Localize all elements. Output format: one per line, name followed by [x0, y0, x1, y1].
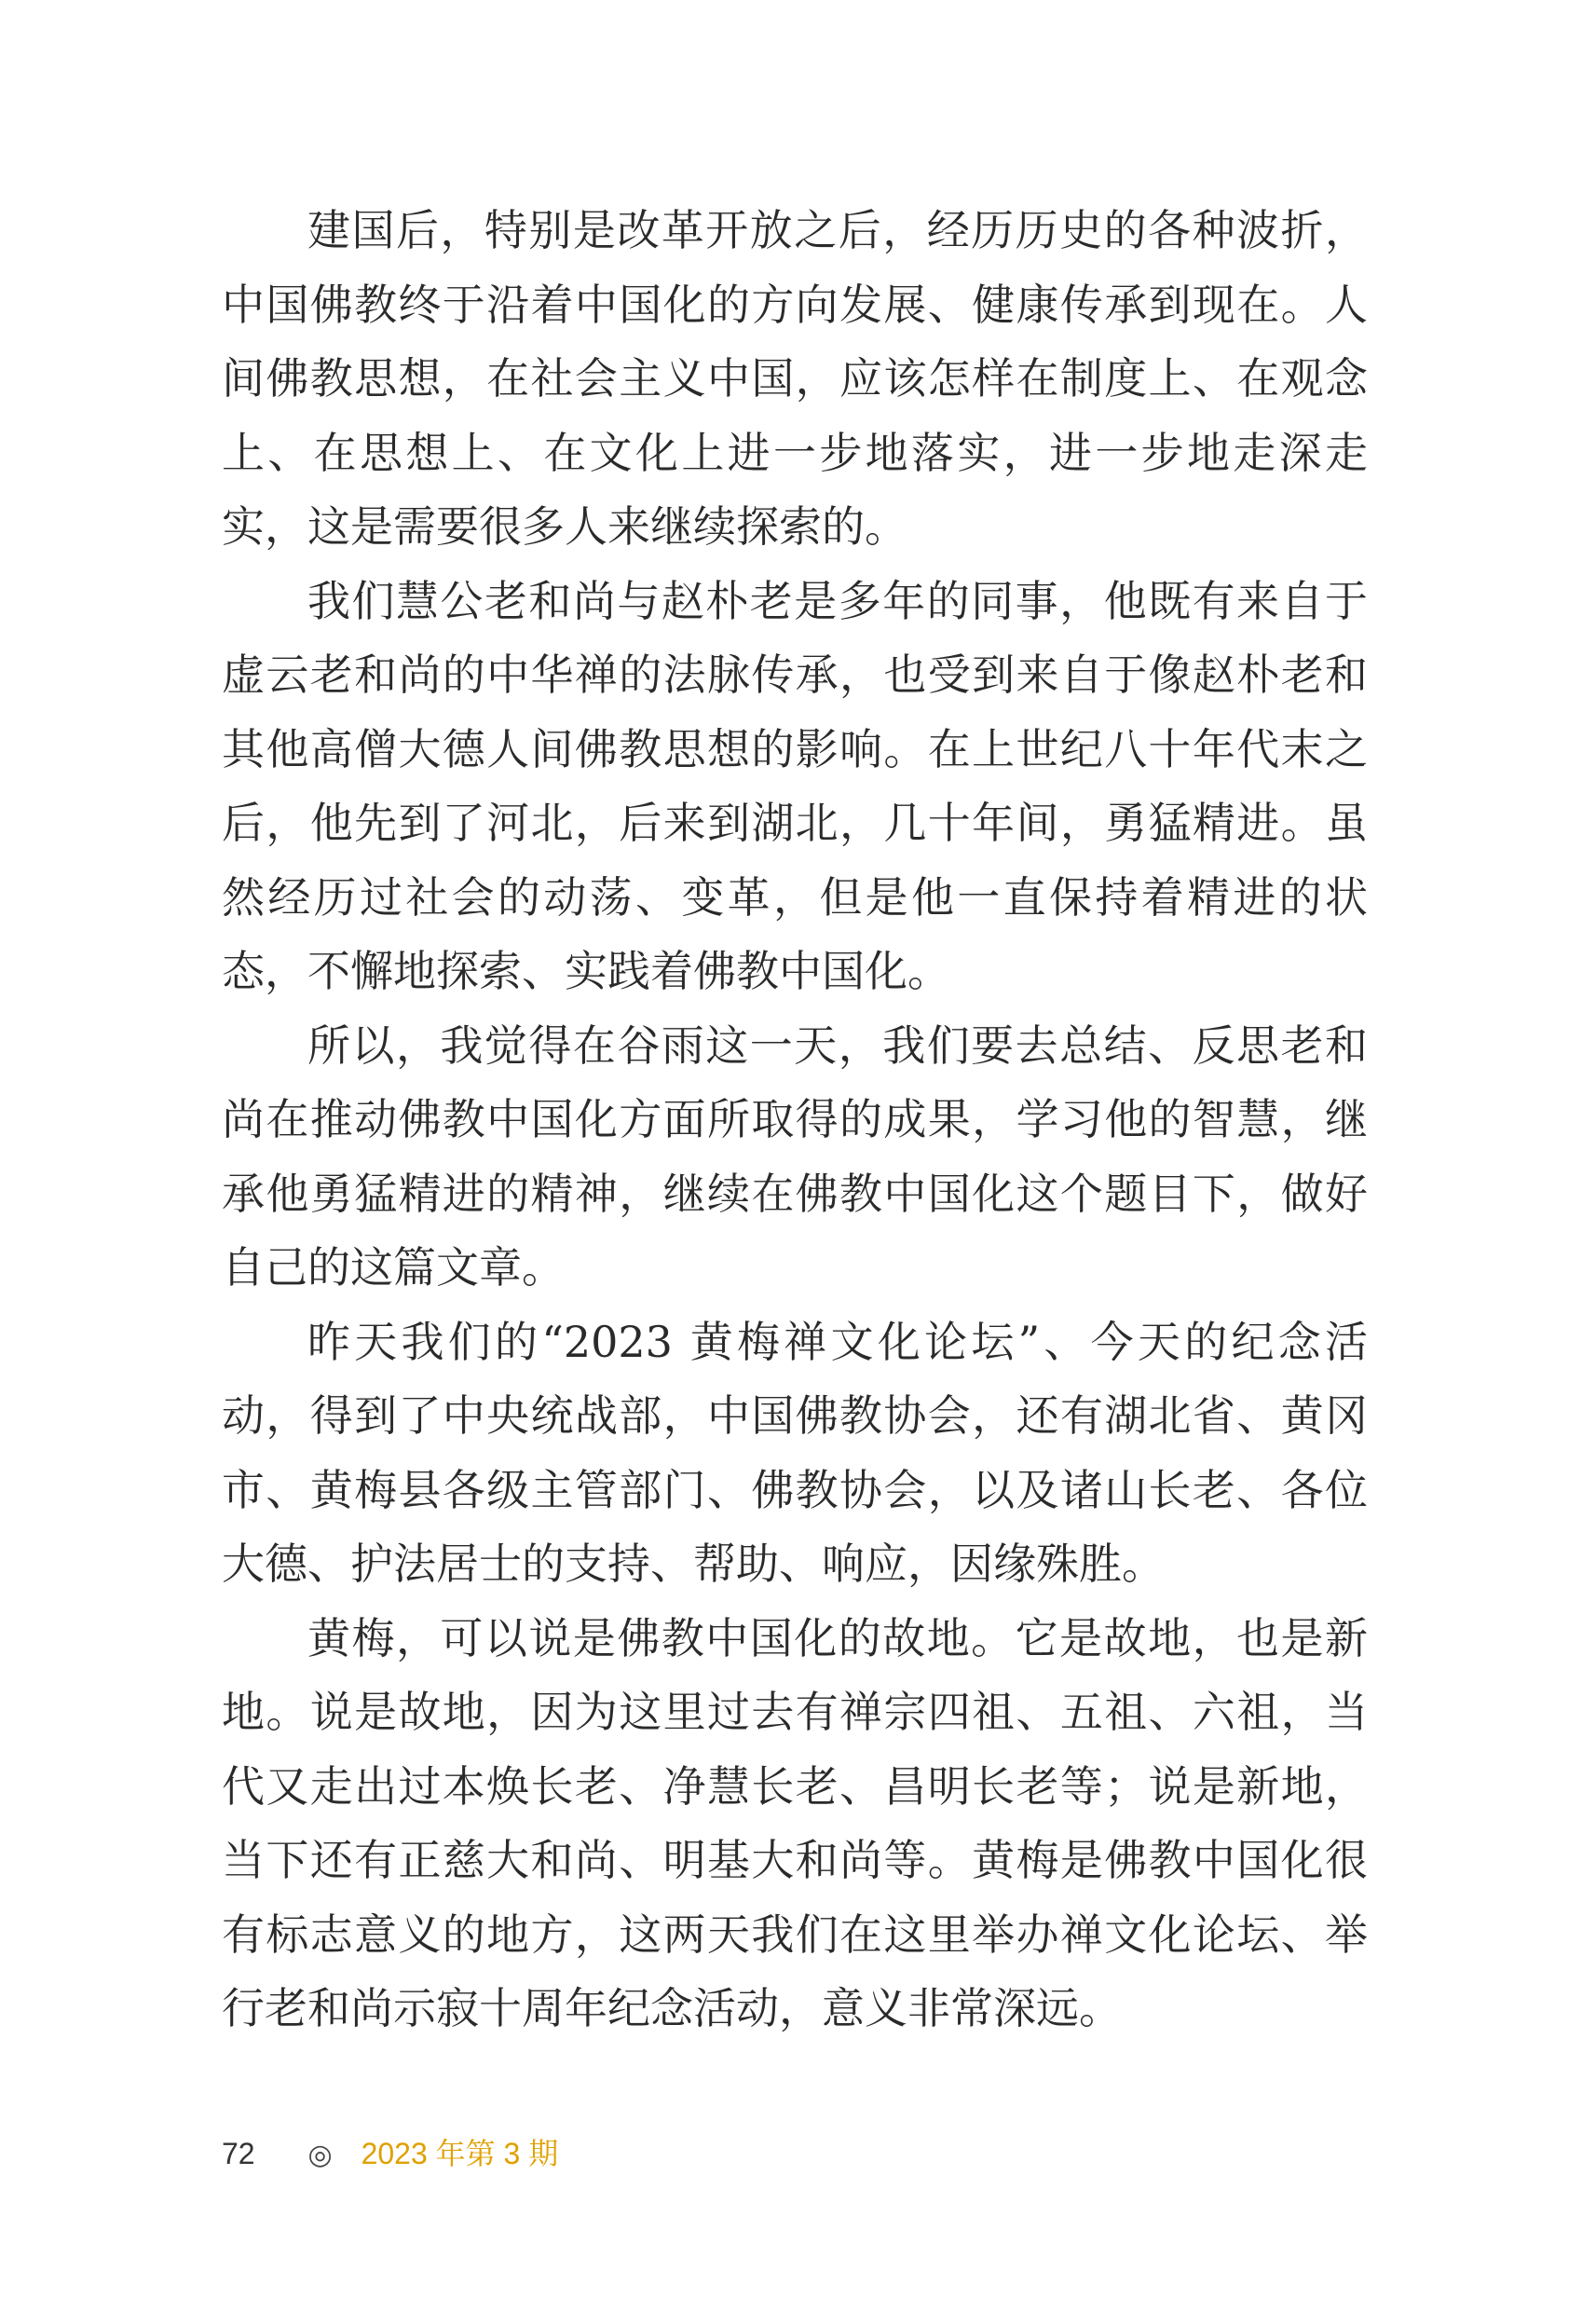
circle-mark-icon: ◎ — [307, 2140, 333, 2170]
issue-label: 2023 年第 3 期 — [361, 2137, 559, 2170]
article-body — [222, 194, 1368, 2046]
paragraph-2: 我们慧公老和尚与赵朴老是多年的同事，他既有来自于虚云老和尚的中华禅的法脉传承，也受到来自于像赵朴老和其他高僧大德人间佛教思想的影响。在上世纪八十年代末之后，他先到了河北，后来到湖北，几十年间，勇猛精进。虽然经历过社会的动荡、变革，但是他一直保持着精进的状态，不懈地探索、实践着佛教中国化。 — [222, 575, 1368, 996]
paragraph-4: 昨天我们的“2023 黄梅禅文化论坛”、今天的纪念活动，得到了中央统战部，中国佛教协会，还有湖北省、黄冈市、黄梅县各级主管部门、佛教协会，以及诸山长老、各位大德、护法居士的支持、帮助、响应，因缘殊胜。 — [222, 1316, 1368, 1589]
page-footer — [222, 2130, 558, 2177]
paragraph-1: 建国后，特别是改革开放之后，经历历史的各种波折，中国佛教终于沿着中国化的方向发展、健康传承到现在。人间佛教思想，在社会主义中国，应该怎样在制度上、在观念上、在思想上、在文化上进一步地落实，进一步地走深走实，这是需要很多人来继续探索的。 — [222, 205, 1368, 552]
page-number: 72 — [222, 2137, 255, 2170]
paragraph-3: 所以，我觉得在谷雨这一天，我们要去总结、反思老和尚在推动佛教中国化方面所取得的成果，学习他的智慧，继承他勇猛精进的精神，继续在佛教中国化这个题目下，做好自己的这篇文章。 — [222, 1019, 1368, 1293]
paragraph-5: 黄梅，可以说是佛教中国化的故地。它是故地，也是新地。说是故地，因为这里过去有禅宗四祖、五祖、六祖，当代又走出过本焕长老、净慧长老、昌明长老等；说是新地，当下还有正慈大和尚、明基大和尚等。黄梅是佛教中国化很有标志意义的地方，这两天我们在这里举办禅文化论坛、举行老和尚示寂十周年纪念活动，意义非常深远。 — [222, 1612, 1368, 2033]
